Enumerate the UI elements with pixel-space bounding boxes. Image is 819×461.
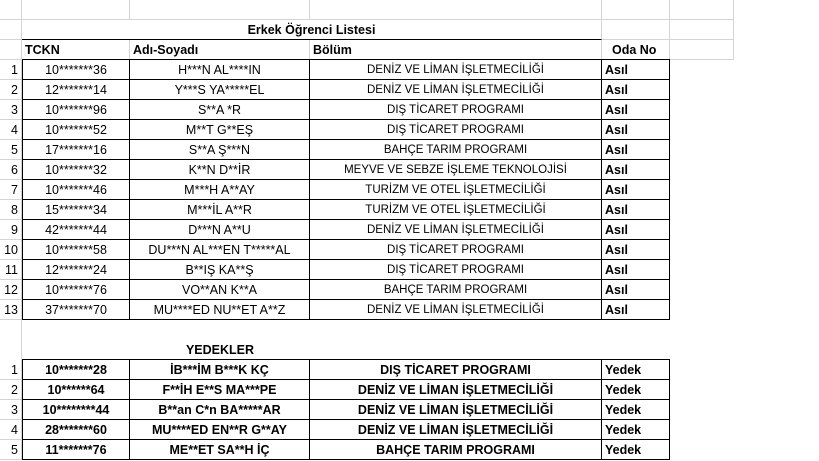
name-cell: S**A Ş***N (130, 140, 310, 160)
row-number: 5 (0, 440, 22, 460)
row-number: 3 (0, 100, 22, 120)
row-number: 1 (0, 60, 22, 80)
name-cell: MU****ED NU**ET A**Z (130, 300, 310, 320)
tckn-cell: 10*******46 (22, 180, 130, 200)
department-cell: DENİZ VE LİMAN İŞLETMECİLİĞİ (310, 220, 602, 240)
row-number: 9 (0, 220, 22, 240)
status-cell: Yedek (602, 380, 670, 400)
status-cell: Asıl (602, 100, 670, 120)
tckn-cell: 11*******76 (22, 440, 130, 460)
status-cell: Yedek (602, 360, 670, 380)
row-number: 3 (0, 400, 22, 420)
tckn-cell: 10********44 (22, 400, 130, 420)
tckn-cell: 10*******52 (22, 120, 130, 140)
tckn-cell: 10*******96 (22, 100, 130, 120)
tckn-cell: 10*******28 (22, 360, 130, 380)
row-number: 4 (0, 420, 22, 440)
department-cell: BAHÇE TARIM PROGRAMI (310, 140, 602, 160)
tckn-cell: 10*******76 (22, 280, 130, 300)
department-cell: DIŞ TİCARET PROGRAMI (310, 120, 602, 140)
table-border (22, 359, 670, 360)
department-cell: DENİZ VE LİMAN İŞLETMECİLİĞİ (310, 420, 602, 440)
row-number: 7 (0, 180, 22, 200)
list-title: Erkek Öğrenci Listesi (22, 20, 602, 40)
header-department: Bölüm (310, 40, 602, 60)
row-number: 4 (0, 120, 22, 140)
row-number: 10 (0, 240, 22, 260)
header-name: Adı-Soyadı (130, 40, 310, 60)
row-number: 1 (0, 360, 22, 380)
reserve-title: YEDEKLER (130, 340, 310, 360)
department-cell: DIŞ TİCARET PROGRAMI (310, 360, 602, 380)
tckn-cell: 37*******70 (22, 300, 130, 320)
name-cell: ME**ET SA**H İÇ (130, 440, 310, 460)
status-cell: Yedek (602, 420, 670, 440)
name-cell: M***H A**AY (130, 180, 310, 200)
row-number: 2 (0, 380, 22, 400)
status-cell: Asıl (602, 260, 670, 280)
name-cell: Y***S YA*****EL (130, 80, 310, 100)
status-cell: Asıl (602, 60, 670, 80)
row-number: 8 (0, 200, 22, 220)
header-tckn: TCKN (22, 40, 130, 60)
status-cell: Asıl (602, 300, 670, 320)
status-cell: Asıl (602, 240, 670, 260)
tckn-cell: 15*******34 (22, 200, 130, 220)
row-number: 12 (0, 280, 22, 300)
row-number: 6 (0, 160, 22, 180)
status-cell: Asıl (602, 140, 670, 160)
status-cell: Asıl (602, 80, 670, 100)
row-number: 11 (0, 260, 22, 280)
department-cell: DIŞ TİCARET PROGRAMI (310, 240, 602, 260)
department-cell: DIŞ TİCARET PROGRAMI (310, 100, 602, 120)
tckn-cell: 10*******36 (22, 60, 130, 80)
department-cell: BAHÇE TARIM PROGRAMI (310, 440, 602, 460)
status-cell: Asıl (602, 180, 670, 200)
department-cell: MEYVE VE SEBZE İŞLEME TEKNOLOJİSİ (310, 160, 602, 180)
row-number: 13 (0, 300, 22, 320)
status-cell: Yedek (602, 440, 670, 460)
name-cell: İB***İM B***K KÇ (130, 360, 310, 380)
tckn-cell: 10*******32 (22, 160, 130, 180)
name-cell: S**A *R (130, 100, 310, 120)
department-cell: DIŞ TİCARET PROGRAMI (310, 260, 602, 280)
name-cell: K**N D**İR (130, 160, 310, 180)
department-cell: TURİZM VE OTEL İŞLETMECİLİĞİ (310, 200, 602, 220)
name-cell: H***N AL****IN (130, 60, 310, 80)
department-cell: DENİZ VE LİMAN İŞLETMECİLİĞİ (310, 300, 602, 320)
department-cell: DENİZ VE LİMAN İŞLETMECİLİĞİ (310, 80, 602, 100)
name-cell: M**T G**EŞ (130, 120, 310, 140)
row-number: 2 (0, 80, 22, 100)
tckn-cell: 12*******24 (22, 260, 130, 280)
name-cell: F**İH E**S MA***PE (130, 380, 310, 400)
status-cell: Asıl (602, 280, 670, 300)
tckn-cell: 17*******16 (22, 140, 130, 160)
table-border (22, 59, 670, 60)
department-cell: DENİZ VE LİMAN İŞLETMECİLİĞİ (310, 400, 602, 420)
department-cell: TURİZM VE OTEL İŞLETMECİLİĞİ (310, 180, 602, 200)
header-room: Oda No (602, 40, 670, 60)
tckn-cell: 12*******14 (22, 80, 130, 100)
tckn-cell: 42*******44 (22, 220, 130, 240)
name-cell: M***İL A**R (130, 200, 310, 220)
department-cell: DENİZ VE LİMAN İŞLETMECİLİĞİ (310, 60, 602, 80)
row-number: 5 (0, 140, 22, 160)
status-cell: Asıl (602, 220, 670, 240)
name-cell: B**an C*n BA*****AR (130, 400, 310, 420)
tckn-cell: 10******64 (22, 380, 130, 400)
status-cell: Asıl (602, 200, 670, 220)
status-cell: Asıl (602, 120, 670, 140)
name-cell: D***N A**U (130, 220, 310, 240)
status-cell: Yedek (602, 400, 670, 420)
name-cell: MU****ED EN**R G**AY (130, 420, 310, 440)
department-cell: BAHÇE TARIM PROGRAMI (310, 280, 602, 300)
name-cell: DU***N AL***EN T*****AL (130, 240, 310, 260)
name-cell: VO**AN K**A (130, 280, 310, 300)
name-cell: B**IŞ KA**Ş (130, 260, 310, 280)
tckn-cell: 28*******60 (22, 420, 130, 440)
status-cell: Asıl (602, 160, 670, 180)
department-cell: DENİZ VE LİMAN İŞLETMECİLİĞİ (310, 380, 602, 400)
tckn-cell: 10*******58 (22, 240, 130, 260)
